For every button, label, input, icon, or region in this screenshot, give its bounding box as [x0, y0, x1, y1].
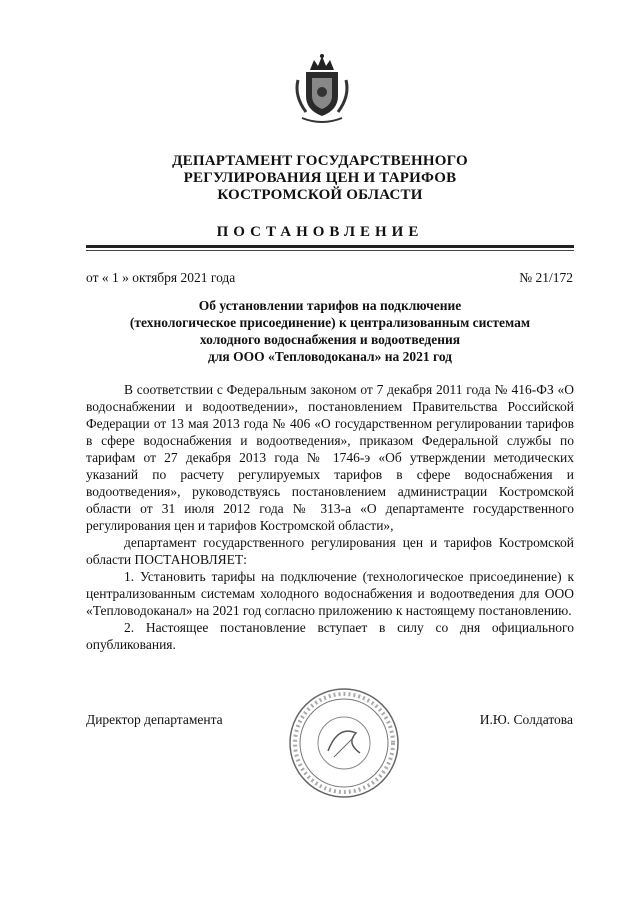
- body-paragraph: 2. Настоящее постановление вступает в силу со дня официального опубликования.: [86, 620, 574, 652]
- header-divider-thin: [86, 250, 574, 251]
- document-type: ПОСТАНОВЛЕНИЕ: [216, 224, 424, 240]
- signatory-title: Директор департамента: [86, 712, 223, 727]
- body-paragraph: департамент государственного регулирования цен и тарифов Костромской области ПОСТАНОВЛЯЕТ:: [86, 535, 574, 567]
- body-paragraph: 1. Установить тарифы на подключение (технологическое присоединение) к централизованным системам холодного водоснабжения и водоотведения для ООО «Тепловодоканал» на 2021 год согласно приложению к настоящему постановлению.: [86, 569, 574, 618]
- department-title: [60, 153, 580, 204]
- coat-of-arms-icon: [292, 52, 352, 124]
- signatory-name: И.Ю. Солдатова: [479, 712, 573, 727]
- subject-line: холодного водоснабжения и водоотведения: [199, 332, 461, 347]
- department-title-line: ДЕПАРТАМЕНТ ГОСУДАРСТВЕННОГО: [172, 153, 468, 169]
- department-title-line: РЕГУЛИРОВАНИЯ ЦЕН И ТАРИФОВ: [183, 170, 457, 186]
- subject-line: Об установлении тарифов на подключение: [198, 298, 462, 313]
- body-paragraph: В соответствии с Федеральным законом от 7 декабря 2011 года № 416-ФЗ «О водоснабжении и водоотведении», постановлением Правительства Российской Федерации от 13 мая 2013 года № 406 «О государственном регулировании тарифов в сфере водоснабжения и водоотведения», приказом Федеральной службы по тарифам от 27 декабря 2013 года № 1746-э «Об утверждении методических указаний по расчету регулируемых тарифов в сфере водоснабжения и водоотведения», руководствуясь постановлением администрации Костромской области от 31 июля 2012 года № 313-а «О департаменте государственного регулирования цен и тарифов Костромской области»,: [86, 382, 574, 533]
- official-seal-icon: [286, 685, 402, 801]
- document-date: от « 1 » октября 2021 года: [86, 270, 236, 285]
- document-number: № 21/172: [519, 270, 573, 285]
- department-title-line: КОСТРОМСКОЙ ОБЛАСТИ: [217, 187, 423, 203]
- subject-line: (технологическое присоединение) к централизованным системам: [129, 315, 531, 330]
- document-subject: [86, 297, 574, 365]
- header-divider: [86, 245, 574, 248]
- document-body: [86, 381, 574, 653]
- subject-line: для ООО «Тепловодоканал» на 2021 год: [207, 349, 453, 364]
